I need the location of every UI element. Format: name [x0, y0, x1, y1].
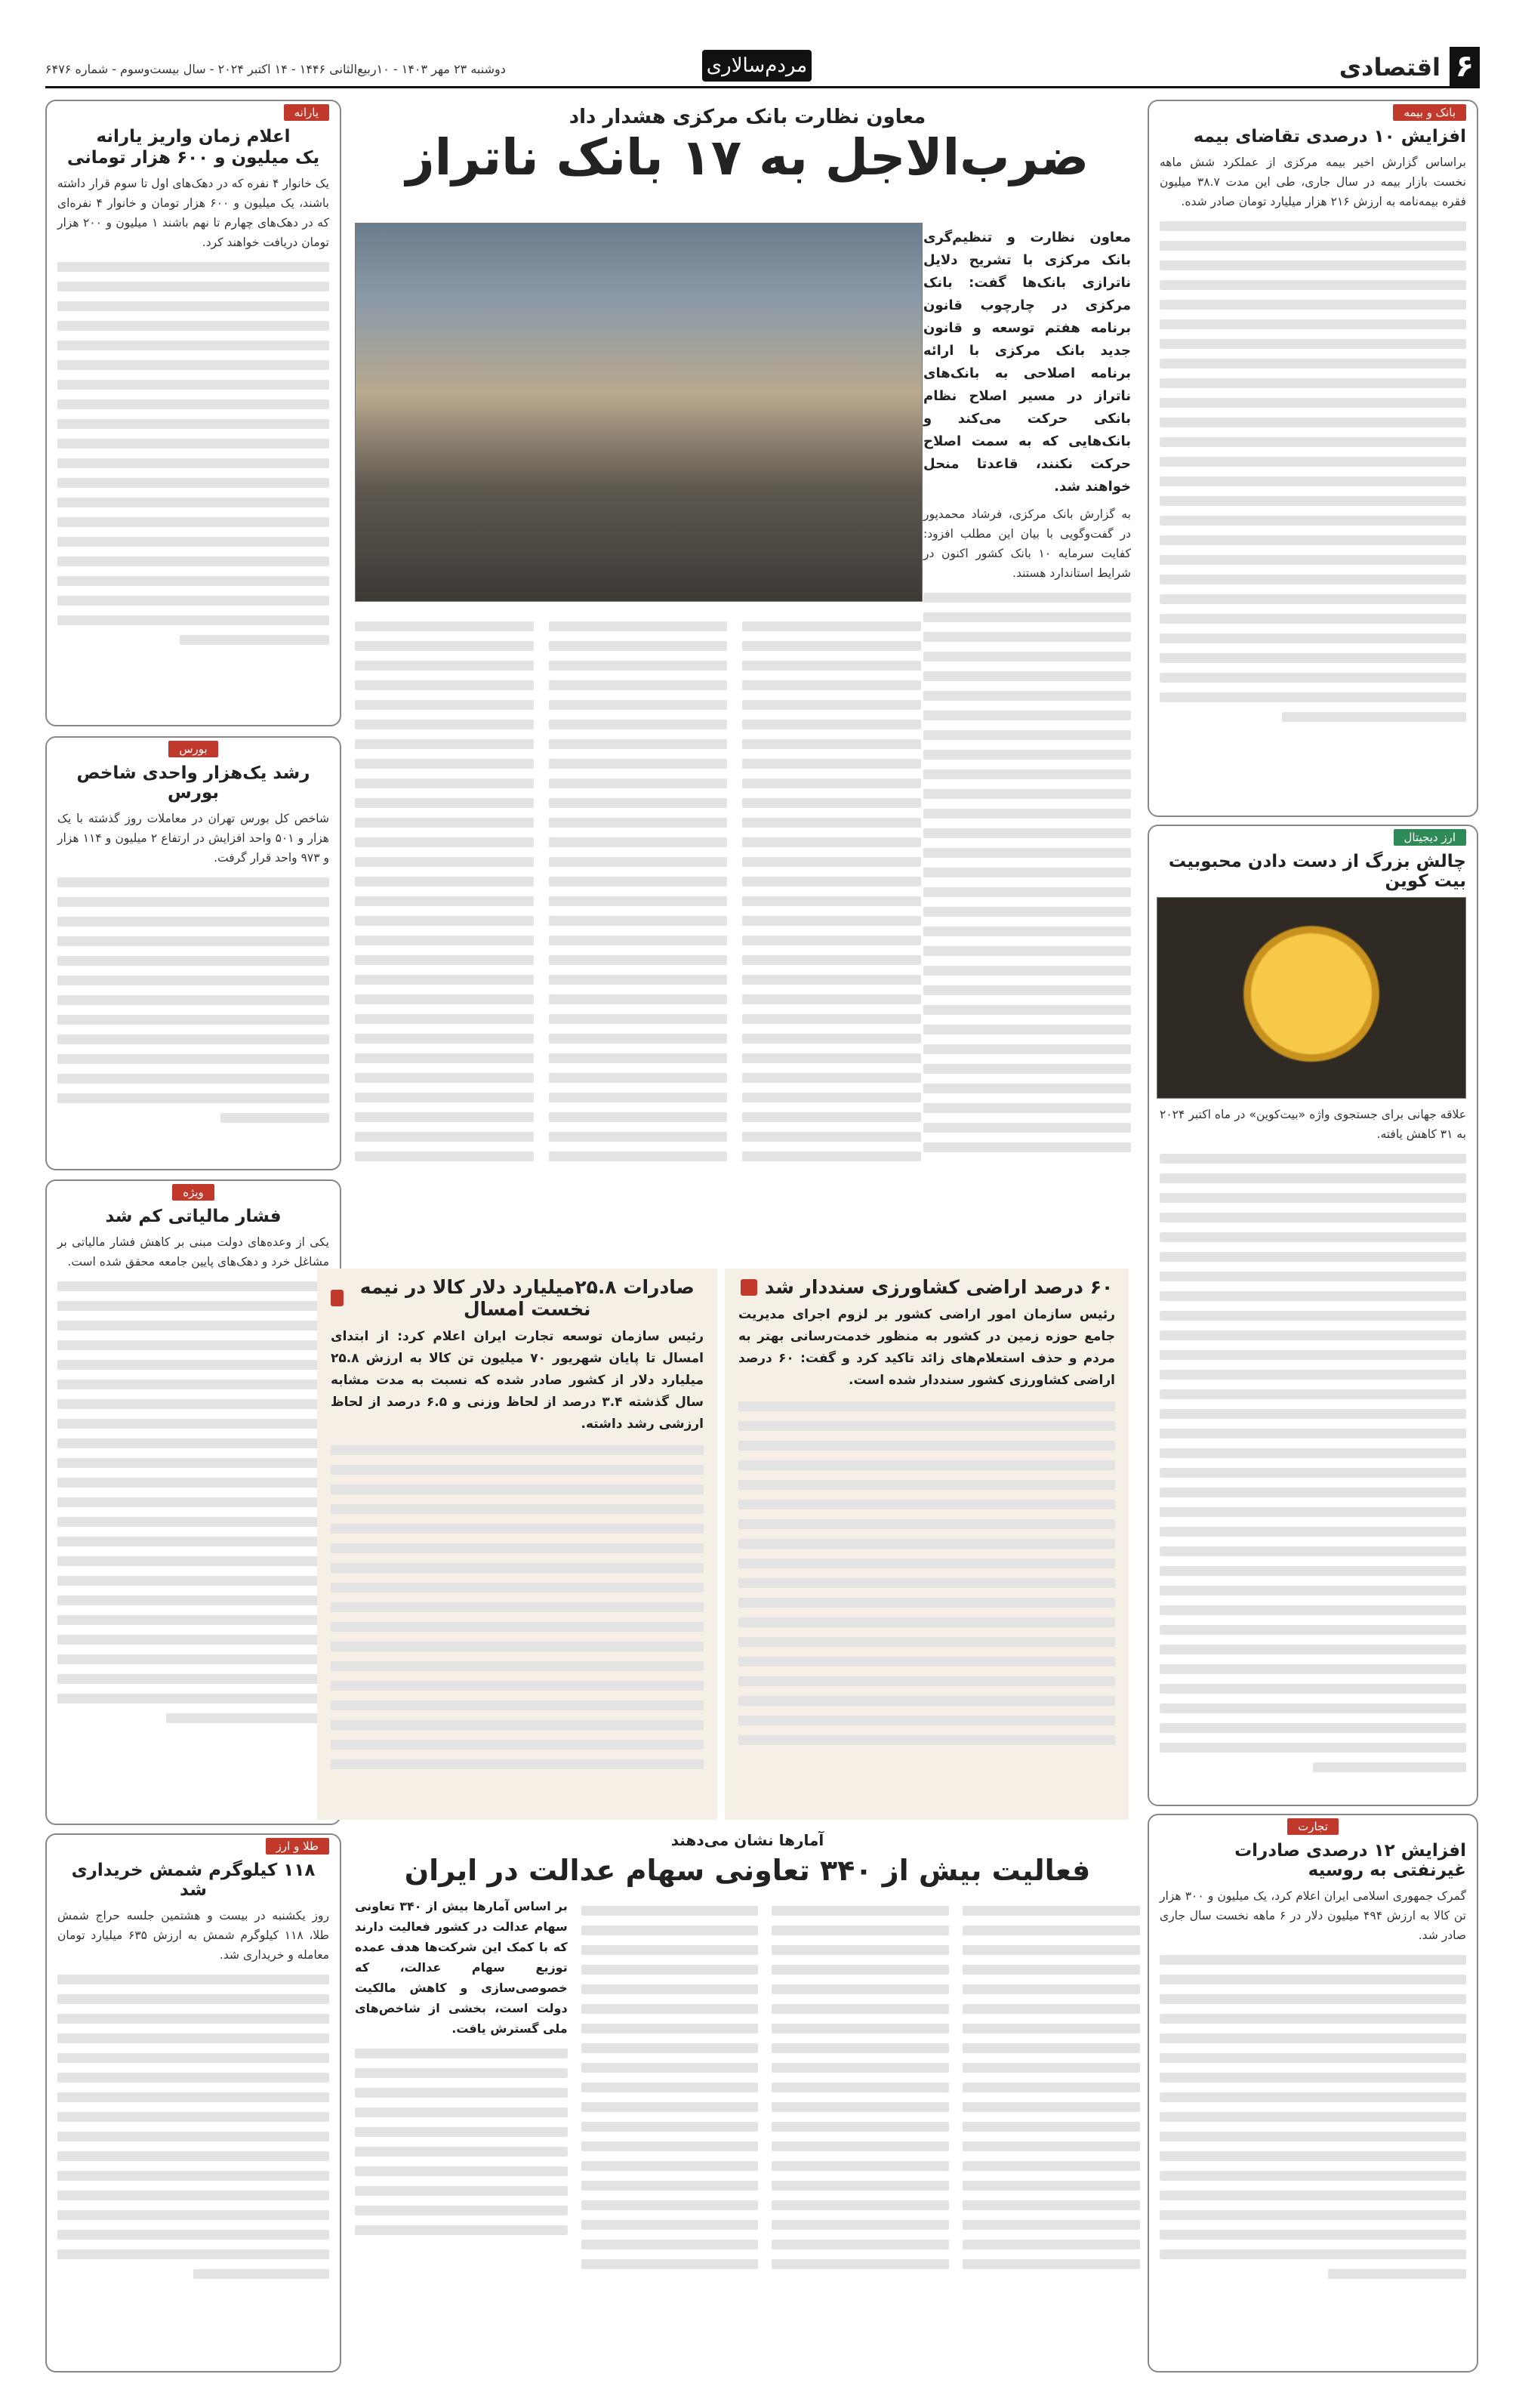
justice-body-col-2 [581, 1896, 759, 2279]
bitcoin-photo [1157, 897, 1466, 1099]
fiscal-body [57, 1281, 329, 1723]
bourse-tag: بورس [168, 741, 217, 757]
main-body-col-1 [742, 612, 921, 1171]
main-lead-column-body [923, 593, 1131, 1152]
export-box [317, 1269, 717, 1820]
fiscal-box [45, 1179, 341, 1825]
subsidy-title-line1: اعلام زمان واریز یارانه [96, 127, 291, 146]
main-lead: معاون نظارت و تنظیم‌گری بانک مرکزی با تشریح دلایل ناترازی بانک‌ها گفت: بانک مرکزی در چارچوب قانون برنامه هفتم توسعه و قانون جدید بانک مرکزی با ارائه برنامه اصلاحی به بانک‌های ناتراز در مسیر اصلاح نظام بانکی حرکت می‌کند و بانک‌هایی که به سمت اصلاح حرکت نکنند، قاعدتا منحل خواهند شد. [923, 230, 1131, 495]
gold-body [57, 1975, 329, 2279]
gold-tag: طلا و ارز [266, 1838, 329, 1855]
main-title: ضرب‌الاجل به ۱۷ بانک ناتراز [405, 128, 1089, 187]
fiscal-excerpt: یکی از وعده‌های دولت مبنی بر کاهش فشار مالیاتی بر مشاغل خرد و دهک‌های پایین جامعه محقق شده است. [57, 1235, 329, 1269]
farmland-box [725, 1269, 1129, 1820]
main-body-col-2 [549, 612, 728, 1171]
dateline: دوشنبه ۲۳ مهر ۱۴۰۳ - ۱۰ربیع‌الثانی ۱۴۴۶ - ۱۴ اکتبر ۲۰۲۴ - سال بیست‌وسوم - شماره ۶۴۷۶ [45, 62, 506, 76]
justice-lead: بر اساس آمارها بیش از ۳۴۰ تعاونی سهام عدالت در کشور فعالیت دارند که با کمک این شرکت‌ها هدف عمده توزیع سهام عدالت، که خصوصی‌سازی و کاهش مالکیت دولت است، بخشی از شاخص‌های ملی گسترش یافت. [354, 1899, 568, 2036]
insurance-excerpt: براساس گزارش اخیر بیمه مرکزی از عملکرد شش ماهه نخست بازار بیمه در سال جاری، طی این مدت ۳۸.۷ میلیون فقره بیمه‌نامه به ارزش ۲۱۶ هزار میلیارد تومان صادر شده. [1160, 156, 1467, 208]
export-lead: رئیس سازمان توسعه تجارت ایران اعلام کرد: از ابتدای امسال تا پایان شهریور ۷۰ میلیون تن کالا به ارزش ۲۵.۸ میلیارد دلار از کشور صادر شده که نسبت به مدت مشابه سال گذشته ۳.۴ درصد از لحاظ وزنی و ۶.۵ درصد از لحاظ ارزشی رشد داشته. [331, 1329, 704, 1432]
insurance-body [1160, 221, 1466, 722]
insurance-title: افزایش ۱۰ درصدی تقاضای بیمه [1193, 127, 1466, 146]
main-lead-column [923, 227, 1131, 1162]
subsidy-excerpt: یک خانوار ۴ نفره که در دهک‌های اول تا سوم قرار داشته باشند، یک میلیون و ۶۰۰ هزار تومان و خانوار ۴ نفره‌ای که در دهک‌های چهارم تا نهم باشند ۱ میلیون و ۲۰۰ هزار تومان دریافت خواهند کرد. [57, 177, 329, 249]
bitcoin-tag: ارز دیجیتال [1394, 829, 1466, 846]
farmland-title: ۶۰ درصد اراضی کشاورزی سنددار شد [764, 1276, 1114, 1298]
subsidy-body [57, 262, 329, 645]
fiscal-tag: ویژه [172, 1184, 214, 1201]
justice-kicker: آمارها نشان می‌دهند [670, 1831, 824, 1849]
subsidy-box [45, 100, 341, 726]
justice-body-col-4 [963, 1896, 1140, 2279]
main-body-col-3 [355, 612, 534, 1171]
bitcoin-excerpt: علاقه جهانی برای جستجوی واژه «بیت‌کوین» در ماه اکتبر ۲۰۲۴ به ۳۱ کاهش یافته. [1160, 1108, 1466, 1141]
bitcoin-body [1160, 1154, 1466, 1772]
subsidy-tag: یارانه [284, 104, 329, 121]
page-header [45, 47, 1480, 88]
justice-story [355, 1831, 1140, 2279]
bourse-box [45, 736, 341, 1170]
farmland-lead: رئیس سازمان امور اراضی کشور بر لزوم اجرای مدیریت جامع حوزه زمین در کشور به منظور خدمت‌رسانی بهتر به مردم و حذف استعلام‌های زائد تاکید کرد و گفت: ۶۰ درصد اراضی کشاورزی کشور سنددار شده است. [738, 1307, 1115, 1388]
main-body-columns [355, 612, 921, 1171]
trade-box [1148, 1814, 1478, 2373]
bitcoin-box [1148, 825, 1478, 1806]
subsidy-title-line2: یک میلیون و ۶۰۰ هزار تومانی [66, 148, 320, 168]
trade-tag: تجارت [1287, 1818, 1339, 1835]
bourse-excerpt: شاخص کل بورس تهران در معاملات روز گذشته با یک هزار و ۵۰۱ واحد افزایش در ارتفاع ۲ میلیون و ۱۱۴ هزار و ۹۷۳ واحد قرار گرفت. [57, 812, 329, 865]
bourse-title: رشد یک‌هزار واحدی شاخص بورس [76, 763, 310, 803]
page-number: ۶ [1450, 47, 1480, 86]
main-kicker: معاون نظارت بانک مرکزی هشدار داد [568, 106, 926, 128]
newspaper-logo: مردم‌سالاری [702, 50, 812, 82]
article-marker-icon [331, 1290, 344, 1306]
article-marker-icon [741, 1279, 757, 1296]
fiscal-title: فشار مالیاتی کم شد [105, 1207, 282, 1226]
gold-excerpt: روز یکشنبه در بیست و هشتمین جلسه حراج شمش طلا، ۱۱۸ کیلوگرم شمش به ارزش ۶۳۵ میلیارد تومان معامله و خریداری شد. [57, 1909, 330, 1962]
bitcoin-title: چالش بزرگ از دست دادن محبوبیت بیت کوین [1168, 852, 1466, 891]
trade-title: افزایش ۱۲ درصدی صادرات غیرنفتی به روسیه [1234, 1841, 1466, 1880]
bourse-body [57, 877, 329, 1123]
main-story [355, 106, 1140, 187]
insurance-box [1148, 100, 1478, 817]
main-body-intro: به گزارش بانک مرکزی، فرشاد محمدپور در گفت‌وگویی با بیان این مطلب افزود: کفایت سرمایه ۱۰ بانک کشور اکنون در شرایط استاندارد هستند. [923, 507, 1131, 580]
trade-body [1160, 1955, 1466, 2279]
gold-box [45, 1833, 341, 2373]
gold-title: ۱۱۸ کیلوگرم شمش خریداری شد [71, 1861, 316, 1900]
insurance-tag: بانک و بیمه [1393, 104, 1466, 121]
bank-hall-photo [355, 223, 923, 602]
justice-title: فعالیت بیش از ۳۴۰ تعاونی سهام عدالت در ایران [404, 1854, 1091, 1887]
justice-body-col-3 [772, 1896, 949, 2279]
export-title: صادرات ۲۵.۸میلیارد دلار کالا در نیمه نخست امسال [359, 1276, 695, 1320]
justice-body-col-1 [355, 2049, 568, 2235]
section-title: اقتصادی [1339, 53, 1441, 82]
trade-excerpt: گمرک جمهوری اسلامی ایران اعلام کرد، یک میلیون و ۳۰۰ هزار تن کالا به ارزش ۴۹۴ میلیون دلار در ۶ ماهه نخست سال جاری صادر شد. [1160, 1889, 1466, 1942]
farmland-body [738, 1401, 1115, 1745]
export-body [331, 1445, 704, 1769]
